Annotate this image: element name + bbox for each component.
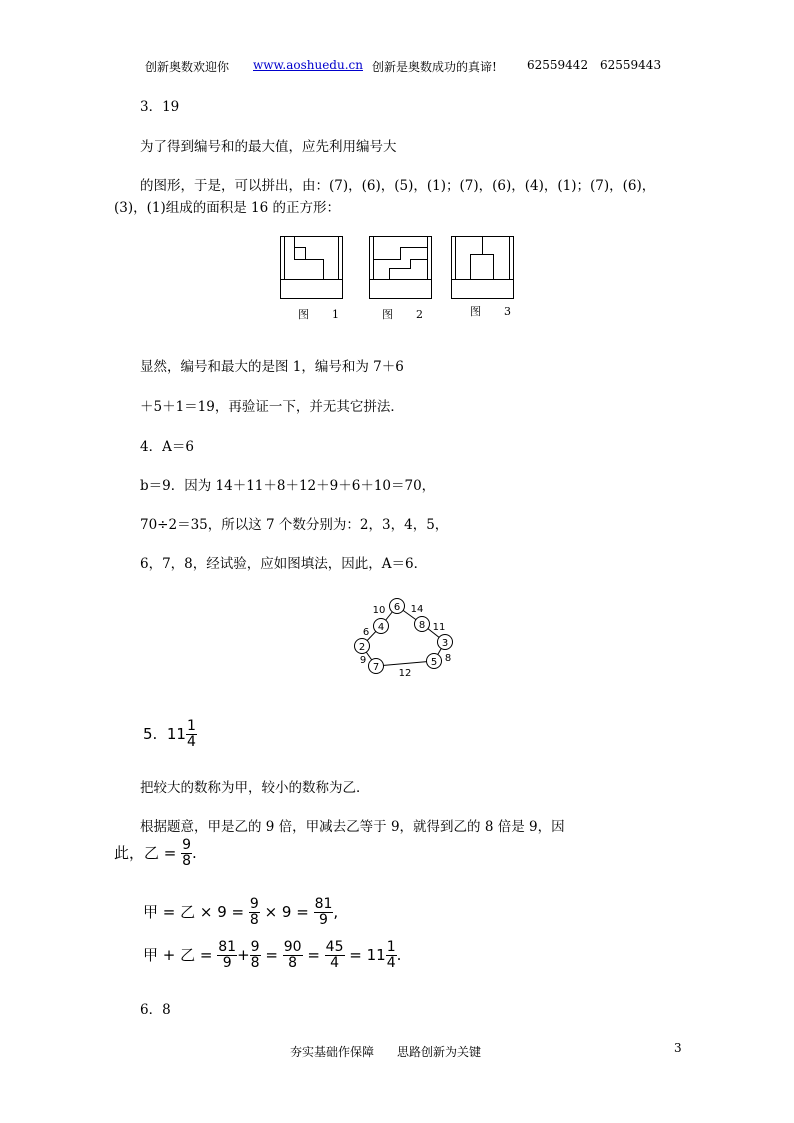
paragraph: 6，7，8，经试验，应如图填法，因此，A＝6． (140, 556, 428, 572)
edge-value: 12 (398, 668, 412, 679)
paragraph: 根据题意，甲是乙的 9 倍，甲减去乙等于 9，就得到乙的 8 倍是 9，因 (140, 819, 565, 835)
circle-value: 3 (441, 638, 449, 649)
paragraph: 显然，编号和最大的是图 1，编号和为 7＋6 (140, 359, 404, 375)
answer-3: 3．19 (140, 99, 180, 115)
header-phone-2: 62559443 (600, 58, 662, 72)
fraction: $\frac{45}{4}$ (325, 939, 344, 971)
circle-value: 2 (358, 642, 366, 653)
paragraph: b＝9．因为 14＋11＋8＋12＋9＋6＋10＝70， (140, 478, 436, 494)
edge-value: 14 (410, 604, 424, 615)
paragraph: 把较大的数称为甲，较小的数称为乙． (140, 780, 370, 796)
circle-value: 4 (377, 622, 385, 633)
answer-5 (143, 719, 197, 750)
circle-value: 7 (372, 662, 380, 673)
header-motto: 创新是奥数成功的真谛! (372, 60, 497, 74)
equation-line: 此，乙 = $\frac{9}{8}$ . (114, 837, 197, 869)
circle-value: 8 (418, 620, 426, 631)
fraction: $\frac{81}{9}$ (218, 939, 237, 971)
circle-value: 5 (430, 657, 438, 668)
figure-caption-1: 图 1 (298, 308, 345, 321)
figure-caption-3: 图 3 (470, 305, 517, 318)
paragraph: 的图形，于是，可以拼出，由：(7)，(6)，(5)，(1)；(7)，(6)，(4)，(1)；(7)，(6)， (140, 178, 656, 194)
fraction: $\frac{1}{4}$ (386, 939, 396, 971)
edge-value: 10 (372, 605, 386, 616)
paragraph: ＋5＋1＝19，再验证一下，并无其它拼法． (140, 399, 404, 415)
edge-value: 11 (432, 622, 446, 633)
equation-2: 甲 + 乙 = $\frac{81}{9}$ + $\frac{9}{8}$ = $\frac{90}{8}$ = $\frac{45}{4}$ = 11 $\frac{1}{4}$ . (143, 939, 402, 971)
fraction: $\frac{9}{8}$ (250, 939, 260, 971)
footer-slogan-1: 夯实基础作保障 (290, 1045, 375, 1059)
fraction: $\frac{90}{8}$ (283, 939, 302, 971)
answer-number: 5. (143, 725, 158, 743)
fraction: $\frac{9}{8}$ (182, 837, 192, 869)
fraction: $\frac{81}{9}$ (314, 896, 333, 928)
edge-value: 9 (359, 655, 367, 666)
figure-caption-2: 图 2 (382, 308, 429, 321)
tiling-figures (280, 232, 520, 302)
circle-value: 6 (393, 602, 401, 613)
equation-1: 甲 = 乙 × 9 = $\frac{9}{8}$ × 9 = $\frac{81}{9}$ , (143, 896, 339, 928)
fraction: $\frac{9}{8}$ (249, 896, 259, 928)
paragraph: (3)，(1)组成的面积是 16 的正方形： (114, 200, 341, 216)
header-phone-1: 62559442 (527, 58, 589, 72)
answer-6: 6．8 (140, 1002, 171, 1018)
header-welcome: 创新奥数欢迎你 (145, 60, 230, 74)
answer-fraction: $\frac{1}{4}$ (186, 718, 196, 750)
paragraph: 为了得到编号和的最大值，应先利用编号大 (140, 139, 397, 155)
footer-slogan-2: 思路创新为关键 (397, 1045, 482, 1059)
answer-whole: 11 (166, 725, 186, 743)
equation-text: 此，乙 = (114, 844, 177, 862)
page-number: 3 (674, 1041, 682, 1055)
edge-value: 8 (444, 653, 452, 664)
answer-4: 4．A＝6 (140, 439, 194, 455)
header-site-link[interactable] (253, 58, 363, 72)
edge-value: 6 (362, 627, 370, 638)
number-ring-diagram (345, 593, 460, 683)
paragraph: 70÷2＝35，所以这 7 个数分别为：2，3，4，5， (140, 517, 449, 533)
site-link[interactable]: www.aoshuedu.cn (253, 58, 363, 72)
